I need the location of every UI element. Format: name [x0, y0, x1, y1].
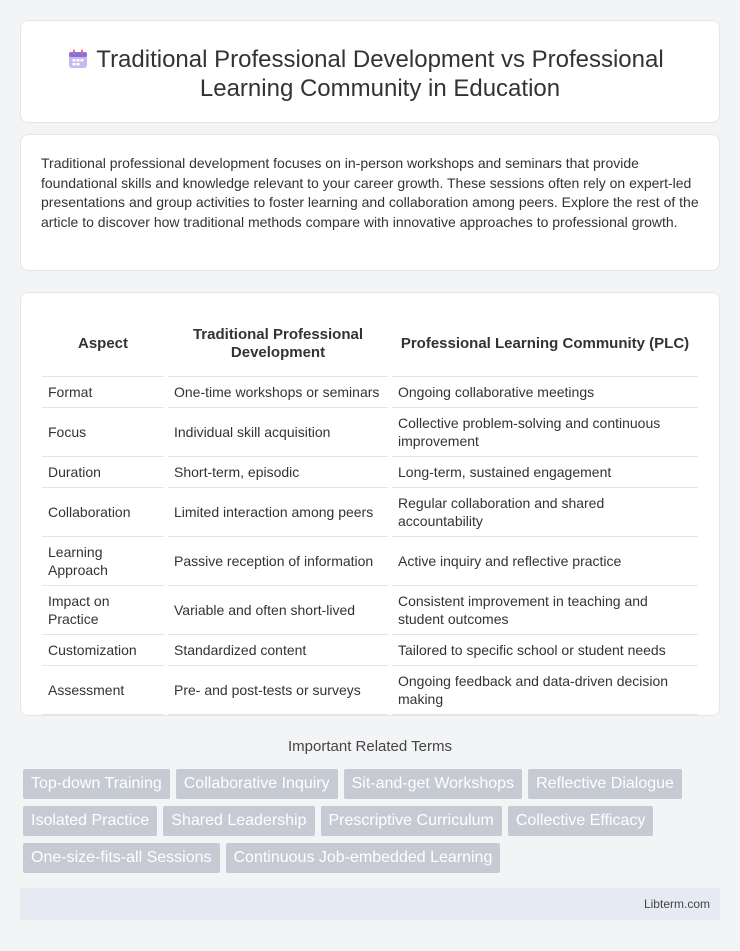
cell-plc: Ongoing feedback and data-driven decision making: [390, 665, 698, 714]
table-row: [42, 536, 698, 585]
cell-aspect: Duration: [42, 456, 166, 487]
cell-plc: Ongoing collaborative meetings: [390, 376, 698, 407]
cell-aspect: Collaboration: [42, 487, 166, 536]
table-row: [42, 634, 698, 665]
cell-aspect: Format: [42, 376, 166, 407]
term-tag[interactable]: Collaborative Inquiry: [176, 769, 338, 799]
term-tag[interactable]: Shared Leadership: [163, 806, 314, 836]
term-tag[interactable]: Reflective Dialogue: [528, 769, 682, 799]
cell-plc: Consistent improvement in teaching and student outcomes: [390, 585, 698, 634]
cell-plc: Collective problem-solving and continuous improvement: [390, 407, 698, 456]
header-traditional: Traditional Professional Development: [166, 313, 390, 376]
term-tag[interactable]: Continuous Job-embedded Learning: [226, 843, 501, 873]
term-tag[interactable]: Top-down Training: [23, 769, 170, 799]
header-aspect: Aspect: [42, 313, 166, 376]
footer-brand-link[interactable]: Libterm.com: [643, 897, 710, 911]
table-row: [42, 487, 698, 536]
table-row: [42, 665, 698, 714]
cell-aspect: Customization: [42, 634, 166, 665]
table-row: [42, 407, 698, 456]
related-terms-list: [23, 769, 703, 873]
cell-traditional: Short-term, episodic: [166, 456, 390, 487]
term-tag[interactable]: Isolated Practice: [23, 806, 157, 836]
title-card: [20, 20, 720, 123]
table-row: [42, 456, 698, 487]
cell-traditional: Variable and often short-lived: [166, 585, 390, 634]
cell-aspect: Learning Approach: [42, 536, 166, 585]
cell-aspect: Assessment: [42, 665, 166, 714]
term-tag[interactable]: One-size-fits-all Sessions: [23, 843, 220, 873]
comparison-table-card: [20, 292, 720, 716]
table-row: [42, 376, 698, 407]
intro-paragraph: Traditional professional development focuses on in-person workshops and seminars that provide foundational skills and knowledge relevant to your career growth. These sessions often rely on expert-led presentations and group activities to foster learning and collaboration among peers. Explore the rest of the article to discover how traditional methods compare with innovative approaches to professional growth.: [41, 155, 699, 230]
cell-traditional: One-time workshops or seminars: [166, 376, 390, 407]
header-plc: Professional Learning Community (PLC): [390, 313, 698, 376]
cell-plc: Active inquiry and reflective practice: [390, 536, 698, 585]
table-header-row: [42, 313, 698, 376]
cell-aspect: Impact on Practice: [42, 585, 166, 634]
cell-traditional: Standardized content: [166, 634, 390, 665]
term-tag[interactable]: Sit-and-get Workshops: [344, 769, 522, 799]
cell-traditional: Pre- and post-tests or surveys: [166, 665, 390, 714]
cell-aspect: Focus: [42, 407, 166, 456]
related-terms-heading: Important Related Terms: [288, 738, 452, 755]
table-row: [42, 585, 698, 634]
cell-plc: Regular collaboration and shared accountability: [390, 487, 698, 536]
term-tag[interactable]: Prescriptive Curriculum: [321, 806, 502, 836]
term-tag[interactable]: Collective Efficacy: [508, 806, 654, 836]
footer: [20, 888, 720, 920]
comparison-table: [42, 313, 698, 715]
intro-card: [20, 134, 720, 271]
page-title: Traditional Professional Development vs Professional Learning Community in Education: [96, 46, 664, 102]
cell-plc: Long-term, sustained engagement: [390, 456, 698, 487]
cell-traditional: Individual skill acquisition: [166, 407, 390, 456]
cell-plc: Tailored to specific school or student needs: [390, 634, 698, 665]
cell-traditional: Limited interaction among peers: [166, 487, 390, 536]
cell-traditional: Passive reception of information: [166, 536, 390, 585]
